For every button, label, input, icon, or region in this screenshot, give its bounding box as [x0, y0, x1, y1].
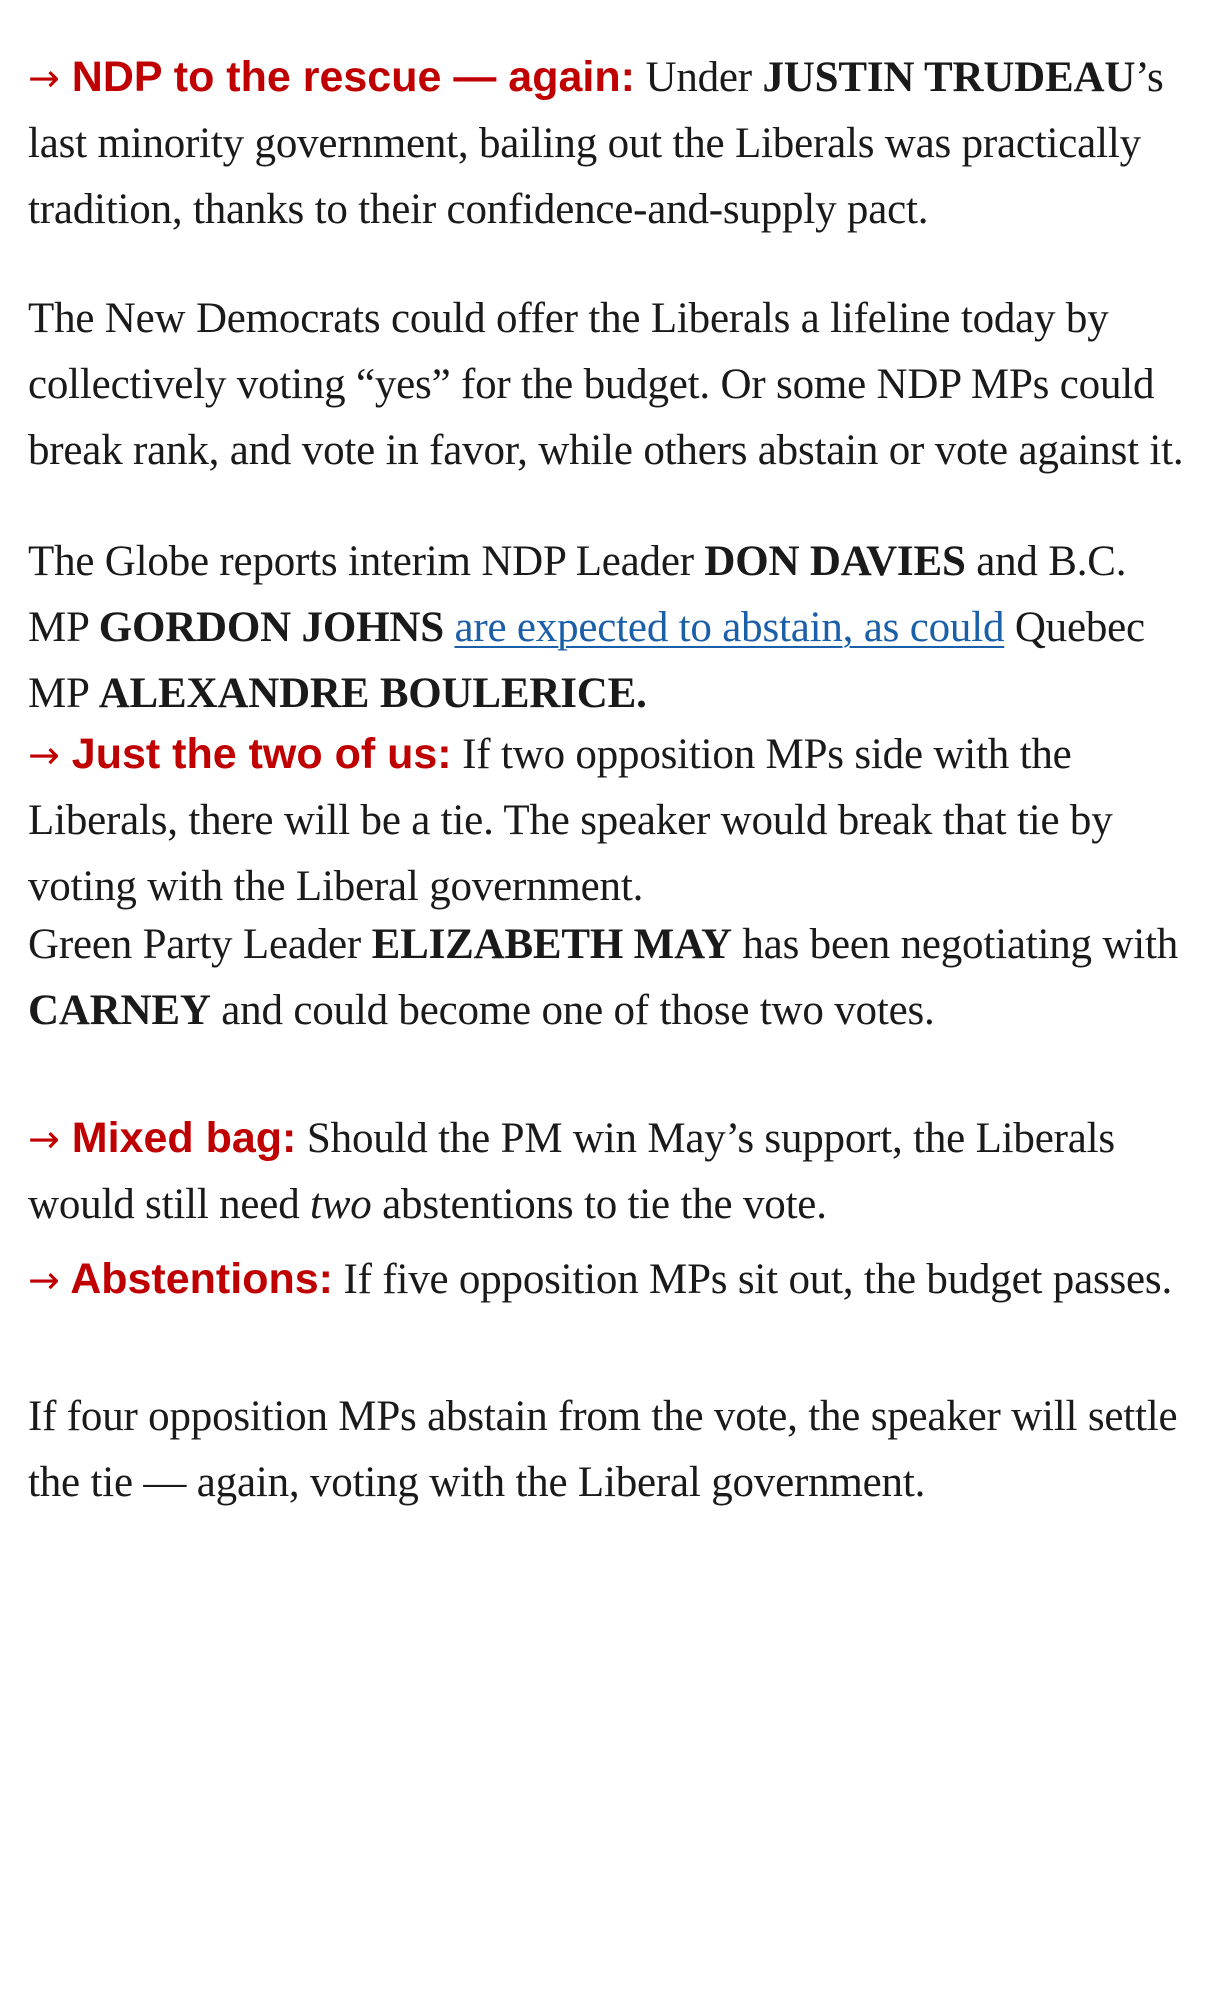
body-text: If two opposition MPs side with the Liberals, there will be a tie. The speaker would break that tie by voting with the Liberal government. [28, 731, 1113, 910]
name-justin-trudeau: JUSTIN TRUDEAU [762, 54, 1136, 101]
body-text: If four opposition MPs abstain from the vote, the speaker will settle the tie — again, voting with the Liberal government. [28, 1393, 1178, 1506]
body-text: and could become one of those two votes. [210, 987, 935, 1034]
section-label-ndp-rescue [28, 53, 635, 101]
arrow-right-icon: → [28, 56, 60, 100]
spacer-text [444, 604, 455, 651]
paragraph-new-democrats [28, 286, 1193, 484]
paragraph-green-party [28, 912, 1193, 1044]
paragraph-globe-reports [28, 529, 1193, 727]
paragraph-four-abstain [28, 1384, 1193, 1516]
body-text: has been negotiating with [731, 921, 1179, 968]
name-don-davies: DON DAVIES [704, 538, 966, 585]
paragraph-two-of-us [28, 721, 1193, 920]
arrow-right-icon: → [28, 1117, 60, 1161]
label-text: Just the two of us: [71, 730, 452, 778]
paragraph-ndp-rescue [28, 44, 1193, 243]
body-text: Should the PM win May’s support, the Liberals would still need [28, 1115, 1115, 1228]
arrow-right-icon: → [28, 733, 60, 777]
abstain-link[interactable]: are expected to abstain, as could [454, 604, 1005, 651]
name-gordon-johns: GORDON JOHNS [98, 604, 444, 651]
body-text: If five opposition MPs sit out, the budget passes. [332, 1256, 1172, 1303]
body-text: Quebec MP [28, 604, 1145, 717]
emphasis-two: two [310, 1181, 372, 1228]
paragraph-abstentions [28, 1246, 1193, 1313]
body-text: and B.C. MP [28, 538, 1127, 651]
section-label-mixed-bag [28, 1114, 296, 1162]
section-label-two-of-us [28, 730, 452, 778]
body-text: ’s last minority government, bailing out the Liberals was practically tradition, thanks to their confidence-and-supply pact. [28, 54, 1164, 233]
name-elizabeth-may: ELIZABETH MAY [371, 921, 732, 968]
label-text: Mixed bag: [71, 1114, 297, 1162]
body-text: Green Party Leader [28, 921, 372, 968]
name-carney: CARNEY [28, 987, 211, 1034]
body-text: The Globe reports interim NDP Leader [28, 538, 705, 585]
paragraph-mixed-bag [28, 1105, 1193, 1238]
body-text: The New Democrats could offer the Liberals a lifeline today by collectively voting “yes” for the budget. Or some NDP MPs could break rank, and vote in favor, while others abstain or vote against it. [28, 295, 1184, 474]
label-text: NDP to the rescue — again: [71, 53, 635, 101]
label-text: Abstentions: [70, 1255, 333, 1303]
section-label-abstentions [28, 1255, 333, 1303]
body-text: abstentions to tie the vote. [371, 1181, 827, 1228]
name-alexandre-boulerice: ALEXANDRE BOULERICE. [98, 670, 647, 717]
arrow-right-icon: → [28, 1258, 60, 1302]
body-text: Under [634, 54, 763, 101]
